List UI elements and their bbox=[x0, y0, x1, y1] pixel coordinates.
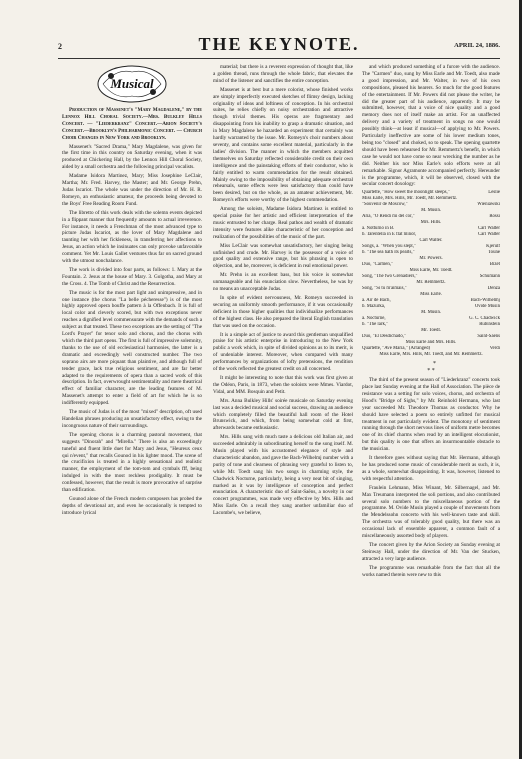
masthead: THE KEYNOTE. bbox=[198, 34, 360, 54]
musical-logo bbox=[97, 64, 167, 104]
programme-item-title: b. "The lark," bbox=[362, 322, 389, 328]
column-3-bottom bbox=[362, 377, 500, 578]
programme-item-composer: Bach-Wilhelmj bbox=[470, 298, 500, 304]
section-headline: Production of Massenet's "Mary Magdalene," by the Lennox Hill Choral Society.—Mrs. Bulkley Hills Concert. — "Liederkranz" Concert.—Arion Society's Concert.—Brooklyn's Philharmonic Concert. — Church Choir Changes in New York and Brooklyn. bbox=[62, 107, 202, 141]
programme-item-composer: Rubinstein bbox=[479, 322, 500, 328]
programme-item-title: Song, "Si tu m'aimais," bbox=[362, 286, 407, 292]
column-1 bbox=[62, 64, 202, 744]
programme-item-title: b. "The sea hath its pearls," bbox=[362, 250, 415, 256]
article-paragraph: The third of the present season of "Liederkranz" concerts took place last Sunday evening at the Hall of Association. The pièce de resistance was a setting for solo voices, chorus, and orchestra of Hood's "Bridge of Sighs," by Mr. Reinhold Hermann, who last year succeeded Mr. Theodore Thomas as conductor. Why he should have selected a poem so entirely unfitted for musical treatment in not particularly evident. The monotony of sentiment running through the short nervous lines of uniform metre becomes one of its chief charms when read by an intelligent elocutionist, but this quality is one that offers an insurmountable obstacle to the musician. bbox=[362, 377, 500, 453]
article-paragraph: In spite of evident nervousness, Mr. Romeyn succeeded in securing an uniformly smooth performance, if it was occasionally deficient in those higher qualities that individualize performances of the highest class. He also prepared the literal English translation that was used on the occasion. bbox=[213, 295, 353, 329]
header-rule bbox=[58, 58, 500, 59]
article-paragraph: The work is divided into four parts, as follows: 1. Mary at the Fountain. 2. Jesus at the house of Mary. 3. Golgotha, and Mary at the Cross. 4. The Tomb of Christ and the Resurrection. bbox=[62, 266, 202, 287]
article-paragraph: Fraulein Lehmann, Miss Winant, Mr. Silbernagel, and Mr. Max Treumann interpreted the soli portions, and also contributed several solo numbers to the miscellaneous portion of the programme. M. Ovide Musin played a couple of movements from the Mendelssohn concerto with his well-known taste and skill. The orchestra was of tolerably good quality, but there was an occasional lack of ensemble apparent, a common fault of a miscellaneously assorted body of players. bbox=[362, 484, 500, 540]
article-paragraph: Massenet is at best but a mere colorist, whose finished works are simply imperfectly executed sketches of flimsy design, lacking originality of ideas and loftiness of conception. In his orchestral suites, he relies chiefly on noisy orchestration and attractive though trivial themes. His operas are fragmentary and disappointing from his inability to grasp a dramatic situation, and in Mary Magdalene he hazarded an experiment that certainly was hardly warranted by the issue. Mr. Romeyn's choir numbers about seventy, and contains some excellent material, particularly in the ladies' division. The manner in which the members acquitted themselves on Saturday reflected considerable credit on their own intelligence and the painstaking efforts of their conductor, who is fairly entitled to warm commendation for the result obtained. Mainly owing to the impossibility of obtaining adequate orchestral rehearsals, some effects were less satisfactory than could have been desired, but on the whole, as an amateur achievement, Mr. Romeyn's efforts were worthy of the highest commendation. bbox=[213, 86, 353, 204]
column-1-body bbox=[62, 144, 202, 517]
programme-item-title: Aria, "O Rendi mi del cor," bbox=[362, 214, 415, 220]
programme-item-composer: Wieniawski bbox=[477, 202, 500, 208]
programme-item-title: b. Mazurka, bbox=[362, 304, 386, 310]
article-paragraph: Madame Isidora Martinez, Mary; Miss Josephine LeClair, Martha; Mr. Fred. Harvey, the Master; and Mr. George Prehn, Judas Iscariot. The whole was under the direction of Mr. H. R. Romeyn, an enthusiastic amateur, the proceeds being devoted to the Boys' Free Reading Room Fund. bbox=[62, 173, 202, 207]
column-3-top bbox=[362, 64, 500, 188]
programme-item-title: M. Musin. bbox=[420, 310, 442, 316]
section-divider: * * * bbox=[427, 361, 436, 375]
page-number: 2 bbox=[58, 42, 62, 51]
article-paragraph: Gounod alone of the French modern composers has probed the depths of devotional art, and even he occasionally is tempted to introduce lyrical bbox=[62, 495, 202, 516]
column-2 bbox=[213, 64, 353, 744]
article-paragraph: The opening chorus is a charming pastoral movement, that suggests "Dinorah" and "Mirella." There is also an exceedingly tuneful and fluent little duet for Mary and Jesus, "Heureux ceux qui n'event," that recalls Gounod in his lighter mood. The scene of the crucifixion is treated in a highly sensational and realistic manner, the employment of the tom-tom and cymbals fff, being indulged in with the most reckless prodigality. It must be confessed, however, that the result is more provocative of surprise than edification. bbox=[62, 431, 202, 494]
programme-item-title: Songs, a. "When you slept," bbox=[362, 244, 416, 250]
column-3 bbox=[362, 64, 500, 744]
programme-item-composer: Schumann bbox=[479, 274, 500, 280]
programme-item-title: Mrs. Hills. bbox=[420, 220, 442, 226]
programme-item-title: Song, "The two Grenadiers," bbox=[362, 274, 418, 280]
programme-item-title: a. Nocturne, bbox=[362, 316, 386, 322]
programme-item-composer: Carl Walter bbox=[477, 232, 500, 238]
programme-item-title: Carl Walter. bbox=[419, 238, 443, 244]
article-paragraph: It is a simple act of justice to award this gentleman unqualified praise for his artistic enterprise in introducing to the New York public a work which, in spite of divided opinions as to its merit, is of undeniable interest. Moreover, when compared with many performances by organizations of lofty pretensions, the rendition of the work reflected the greatest credit on all concerned. bbox=[213, 331, 353, 373]
concert-programme bbox=[362, 190, 500, 358]
programme-item-title: b. Tarentella in E flat minor, bbox=[362, 232, 417, 238]
article-paragraph: The music is for the most part light and unimpressive, and in one instance (the chorus "La belle pécheresse") is of the most highly approved opera bouffe pattern à la Offenbach. It is full of local color and cleverly scored, but with two exceptions never reaches a dignified level commensurate with the demands of such a subject as that treated. These two exceptions are the setting of "The Lord's Prayer" for tenor solo and chorus, and the chorus with which the third part opens. The first is full of impressive solemnity, thanks to the use of old ecclesiastical harmonies, the latter is a dramatic and exceedingly well constructed number. The two soprano airs are more piquant than plaintive, and although full of tender grace, lack true religious sentiment, and are far better adapted to the requirements of opera than a sacred work of this description. In fact, overwrought sentimentality and mere theatrical effect of familiar character, are the leading features of M. Massenet's attempt to enter a field of art for which he is so indifferently equipped. bbox=[62, 289, 202, 407]
programme-item-title: Mr. Toedt. bbox=[421, 328, 441, 334]
programme-item-title: Miss Earle, Mrs. Hills, Mr. Toedt, and Mr. Remmertz. bbox=[379, 352, 483, 358]
article-paragraph: Miss LeClair was somewhat unsatisfactory, her singing being unfinished and crude. Mr. Harvey is the possessor of a voice of good quality and extensive range, but his phrasing is open to objection, and he, moreover, is deficient in real emotional power. bbox=[213, 242, 353, 270]
article-paragraph: It therefore goes without saying that Mr. Hermann, although he has produced some music of considerable merit as such, it is, as a whole, somewhat disappointing. It was, however, listened to with respectful attention. bbox=[362, 455, 500, 482]
programme-item bbox=[362, 352, 500, 358]
article-paragraph: The libretto of this work deals with the solemn events depicted in a flippant manner that frequently amounts to actual irreverence. For instance, it needs a Frenchman of the most advanced type to picture Judas Iscariot, as the lover of Mary Magdalene and taunting her with her fickleness, in transferring her affections to Jesus, an action which he insinuates can only provoke unfavorable comment. Yet Mr. Louis Gallet ventures thus far on sacred ground with the utmost nonchalance. bbox=[62, 209, 202, 265]
article-paragraph: The music of Judas is of the most "mixed" description, oft used Handelian phrases producing an unsatisfactory effect, owing to the incongruous nature of their surroundings. bbox=[62, 409, 202, 429]
programme-item-composer: Verdi bbox=[489, 346, 500, 352]
article-paragraph: material; but there is a reverent expression of thought that, like a golden thread, runs through the whole fabric, that elevates the mind of the listener and sanctifies the entire conception. bbox=[213, 64, 353, 84]
article-paragraph: Mr. Prehn is an excellent bass, but his voice is somewhat unmanageable and his enunciation slow. Nevertheless, he was by no means an unacceptable Judas. bbox=[213, 272, 353, 293]
programme-item-composer: Denza bbox=[487, 286, 500, 292]
programme-item-composer: Leslie bbox=[488, 190, 500, 196]
programme-item-composer: G. C. Chadwick bbox=[469, 316, 500, 322]
programme-item-composer: Bizet bbox=[489, 262, 500, 268]
programme-item-composer: Toune bbox=[488, 250, 500, 256]
programme-item-composer: Ovide Musin bbox=[474, 304, 500, 310]
article-paragraph: It might be interesting to note that this work was first given at the Odéon, Paris, in 1873, when the soloists were Mmes. Viardot, Vidal, and MM. Bosquin and Petit. bbox=[213, 374, 353, 395]
programme-item-title: Miss Earle, Mrs. Hills, Mr. Toedt, Mr. Remmertz. bbox=[362, 196, 458, 202]
page-header bbox=[58, 34, 500, 56]
programme-item-title: Mr. Powers. bbox=[419, 256, 443, 262]
article-paragraph: Among the soloists, Madame Isidora Martinez is entitled to special praise for her artistic and efficient interpretation of the music entrusted to her charge. Real pathos and wealth of dramatic intensity were features alike characteristic of her conception and realization of the possibilities of the music of the part. bbox=[213, 206, 353, 240]
article-paragraph: The concert given by the Arion Society an Sunday evening at Steinway Hall, under the direction of Mr. Van der Stucken, attracted a very large audience. bbox=[362, 541, 500, 562]
programme-item-title: Mr. Remmertz. bbox=[416, 280, 446, 286]
programme-item-title: a. Air de Bach, bbox=[362, 298, 391, 304]
programme-item-title: a. Notturno in B. bbox=[362, 226, 395, 232]
programme-item-title: Quartette, "How sweet the moonlight sleeps," bbox=[362, 190, 450, 196]
article-paragraph: Mrs. Hills sang with much taste a delicious old Italian air, and succeeded admirably in subordinating herself to the song itself. M. Musin played with his accustomed elegance of style and characteristic abandon, and gave the Bach-Wilhelmj number with a purity of tone and clearness of phrasing very grateful to listen to, while Mr. Toedt sang his two songs in charming style, the Chadwick Nocturne, particularly, being a very neat bit of singing, marked as it was by intelligence of conception and perfect enunciation. A characteristic duo of Saint-Saëns, a novelty in our concert programmes, was made very effective by Mrs. Hills and Miss Earle. On a recall they sang another unfamiliar duo of Lacombe's, we believe, bbox=[213, 434, 353, 517]
issue-date: APRIL 24, 1886. bbox=[454, 42, 500, 49]
programme-item-composer: Saint-Saens bbox=[477, 334, 500, 340]
programme-item-title: "Souvenir de Moscow," bbox=[362, 202, 408, 208]
programme-item-title: Miss Earle, Mr. Toedt. bbox=[409, 268, 453, 274]
programme-item-title: Miss Earle and Mrs. Hills. bbox=[405, 340, 457, 346]
column-2-body bbox=[213, 64, 353, 517]
programme-item-title: Miss Earle. bbox=[420, 292, 442, 298]
programme-item-title: M. Musin. bbox=[420, 208, 442, 214]
svg-text:Musical: Musical bbox=[110, 76, 154, 91]
programme-item-title: Duo, "El Desdichado," bbox=[362, 334, 406, 340]
programme-item-composer: Carl Walter bbox=[477, 226, 500, 232]
programme-item-composer: Kjerulf bbox=[486, 244, 500, 250]
article-paragraph: and which produced something of a furore with the audience. The "Carmen" duo, sung by Miss Earle and Mr. Toedt, also made a good impression, and Mr. Walter, in two of his own compositions, pleased his hearers. So much for the good features of the entertainment. If Mr. Powers did not please the writer, he did the greater part of his audience, apparently. It may be submitted, however, that a voice of nice quality and a good memory does not of itself make an artist. For an unaffected delivery and a variety of treatment in songs no one would possibly think—at least if musical—of applying to Mr. Powers. Particularly ineffective are some of his lower medium tones, being too "closed" and choked, so to speak. The opening quartette should have been rehearsed for Mr. Remmertz's benefit, in which case he would not have come so near wrecking the number as he did. Neither his nor Miss Earle's solo efforts were at all remarkable. Signor Agramonte accompanied perfectly. Hereunder is the programme, which, it will be observed, closed with the secular concert doxology: bbox=[362, 64, 500, 188]
article-paragraph: Mrs. Anna Bulkley Hills' soirée musicale on Saturday evening last was a decided musical and social success, drawing an audience which completely filled the beautiful hall room of the Hotel Brunswick, and which, from being somewhat cold at first, afterwards became enthusiastic. bbox=[213, 397, 353, 432]
article-paragraph: Massenet's "Sacred Drama," Mary Magdalene, was given for the first time in this country on Saturday evening, when it was produced at Chickering Hall, by the Lennox Hill Choral Society, aided by a small orchestra and the following principal vocalists. bbox=[62, 143, 202, 171]
article-paragraph: The programme was remarkable from the fact that all the works named therein were new to this bbox=[362, 564, 500, 578]
programme-item-composer: Rossi bbox=[489, 214, 500, 220]
programme-item-title: Quartette, "Ave Maria," (Arranged) bbox=[362, 346, 431, 352]
programme-item-title: Duo, "Carmen," bbox=[362, 262, 393, 268]
